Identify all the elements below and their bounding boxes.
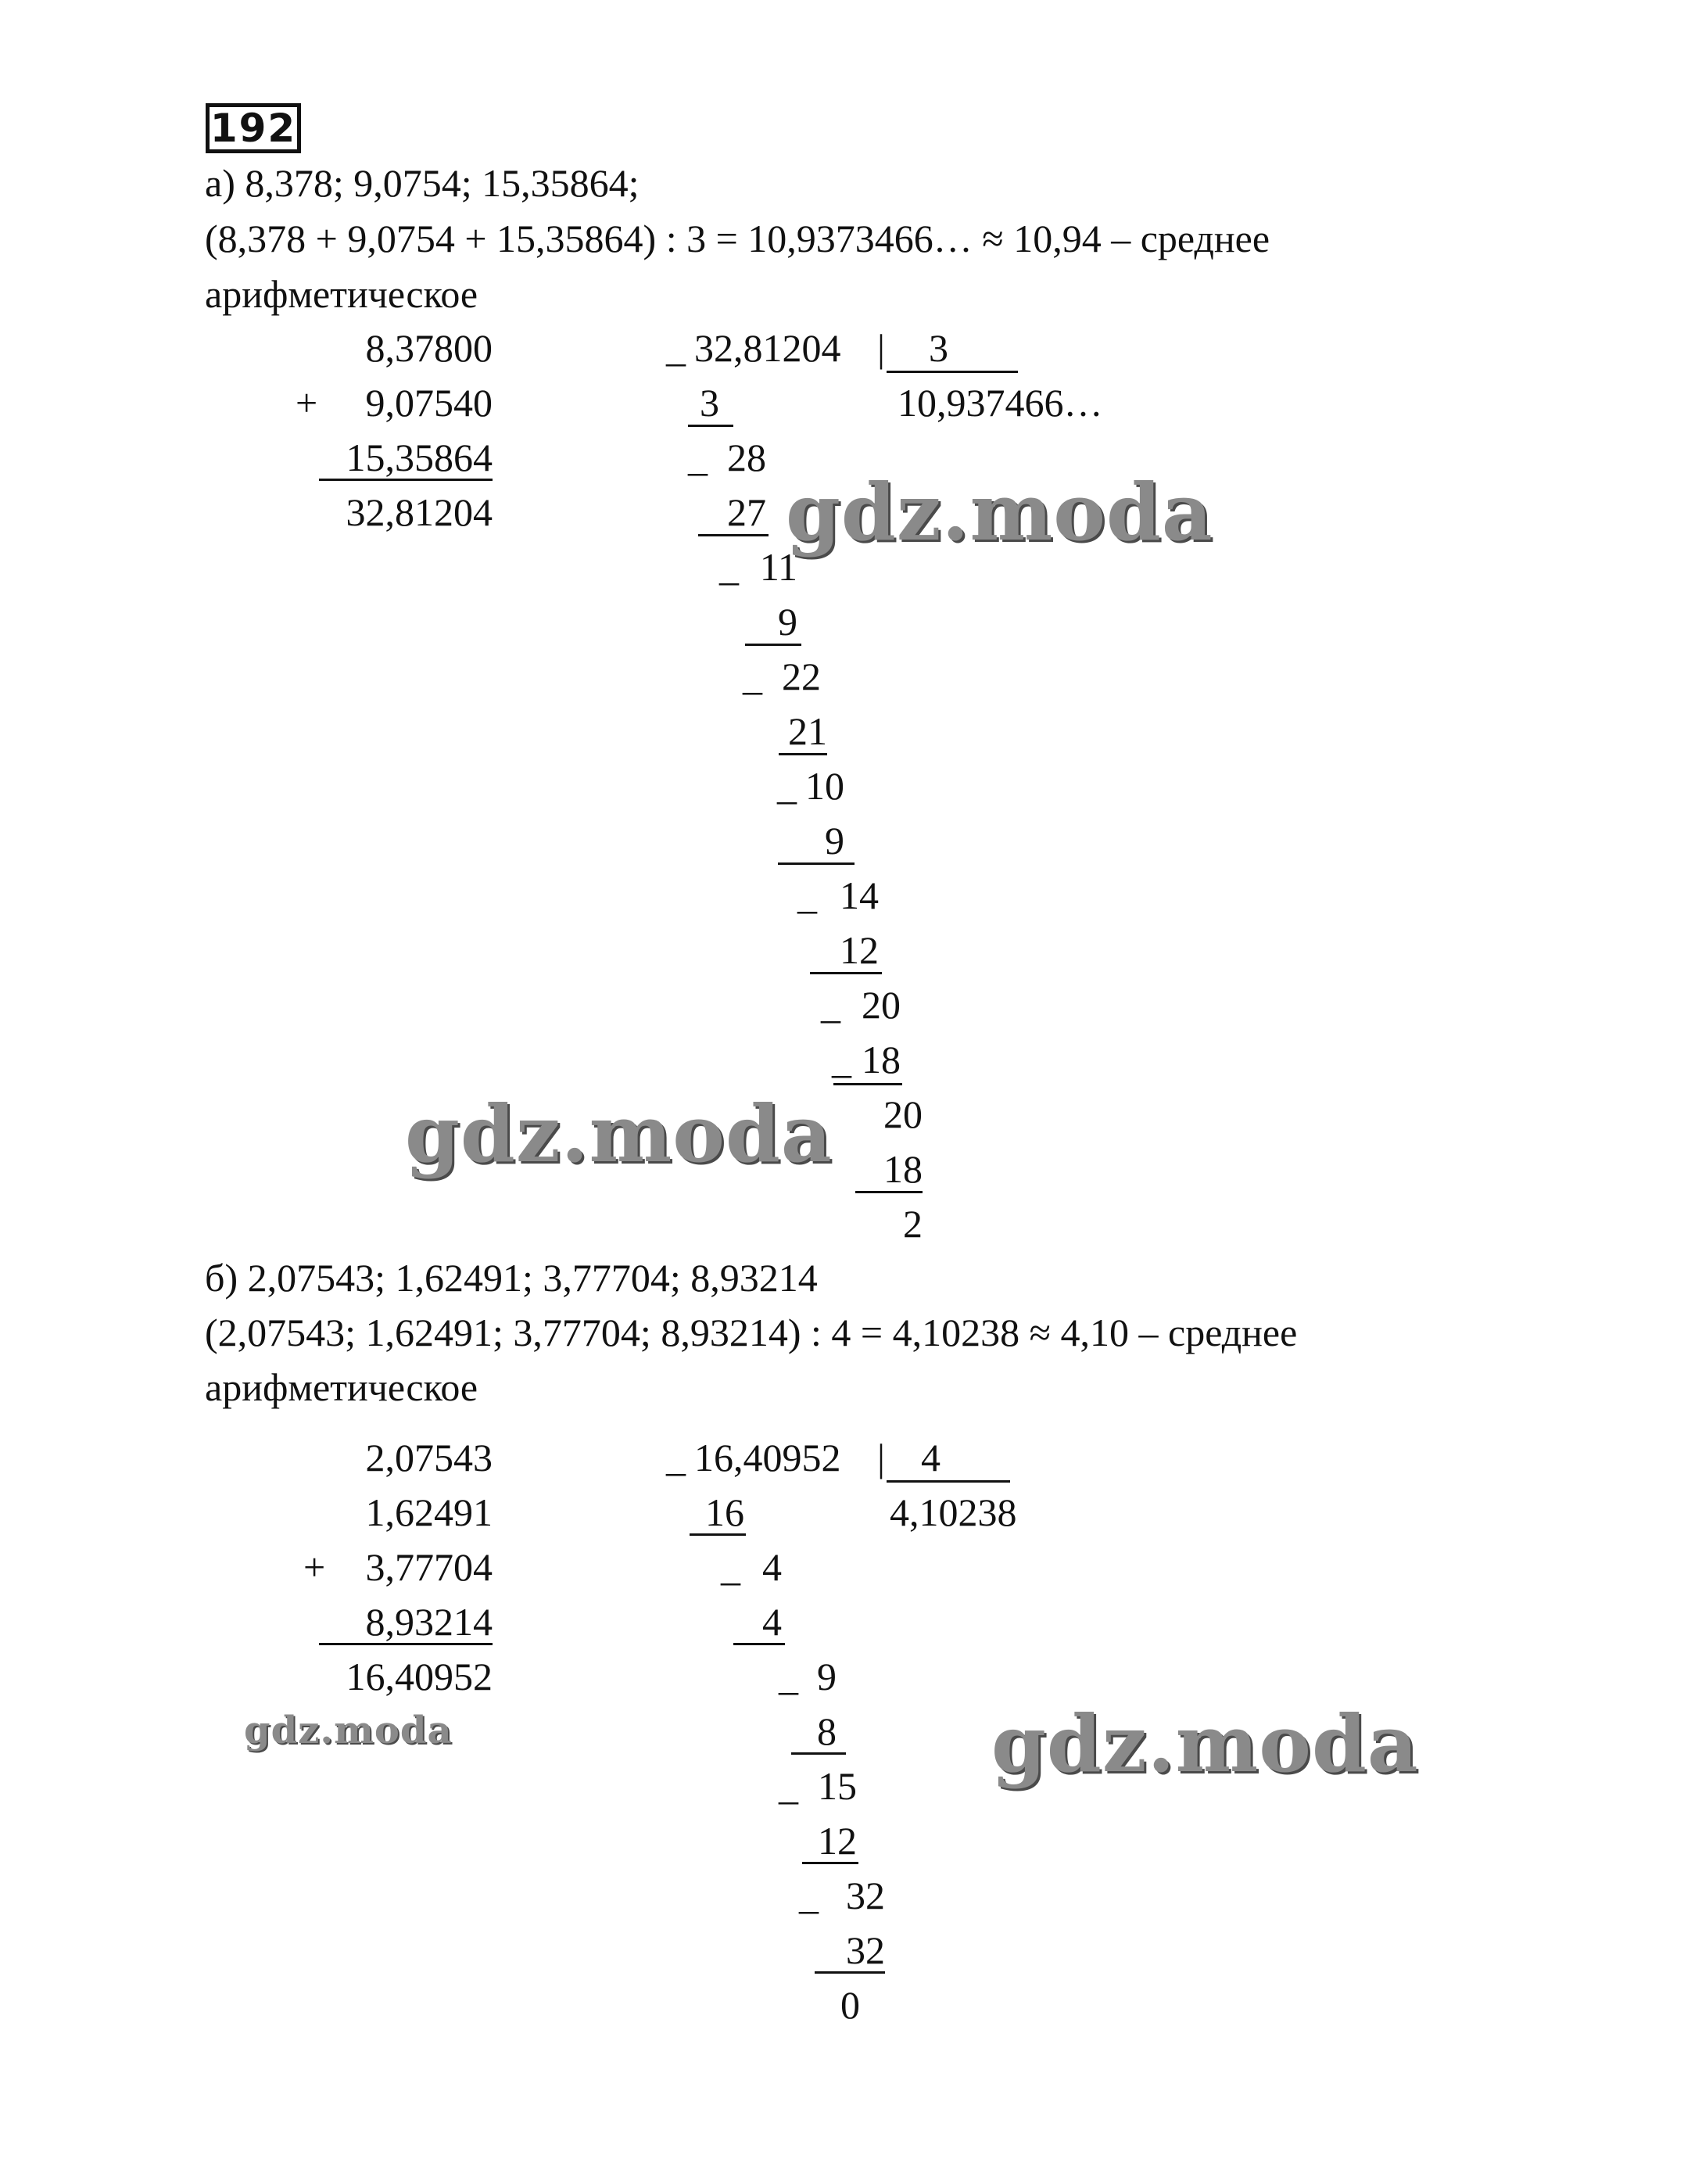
part-a-step-5: 9 (778, 600, 797, 644)
part-b-quotient: 4,10238 (890, 1490, 1017, 1534)
part-b-division-bar: | (877, 1436, 886, 1479)
part-b-formula: (2,07543; 1,62491; 3,77704; 8,93214) : 4 = 4,10238 ≈ 4,10 – среднее (205, 1311, 1298, 1354)
part-b-step-1: 16 (705, 1490, 744, 1534)
part-b-step-minus-8: _ (799, 1874, 819, 1917)
part-b-step-line-3 (791, 1752, 846, 1755)
part-b-term-3: 3,77704 (365, 1545, 493, 1589)
part-a-step-16: 2 (903, 1202, 923, 1246)
part-a-minus: _ (666, 326, 686, 370)
part-a-term-1: 8,37800 (365, 326, 493, 370)
problem-number: 192 (206, 103, 301, 153)
part-b-step-line-4 (802, 1862, 858, 1864)
part-a-step-3: 27 (727, 490, 766, 534)
part-b-step-6: 15 (818, 1764, 857, 1808)
part-a-step-11: 12 (840, 928, 879, 972)
watermark-1: gdz.moda (786, 466, 1213, 558)
part-a-step-7: 21 (788, 709, 827, 753)
part-a-divisor: 3 (929, 326, 948, 370)
part-a-step-minus-8: _ (777, 764, 797, 808)
part-a-step-minus-2: _ (688, 436, 708, 479)
part-a-step-line-3 (745, 644, 801, 646)
part-a-step-minus-4: _ (719, 545, 739, 589)
part-a-step-line-5 (778, 862, 855, 865)
part-a-step-line-7 (833, 1083, 902, 1085)
part-b-step-2: 4 (762, 1545, 782, 1589)
part-a-step-minus-6: _ (743, 654, 762, 698)
part-a-step-line-6 (810, 972, 882, 974)
part-a-step-minus-12: _ (821, 983, 840, 1027)
part-a-step-minus-10: _ (797, 873, 817, 917)
part-a-formula-tail: арифметическое (205, 272, 478, 316)
part-a-plus-sign: + (296, 381, 318, 425)
part-a-step-6: 22 (782, 654, 821, 698)
part-b-formula-tail: арифметическое (205, 1365, 478, 1409)
part-b-divisor: 4 (921, 1436, 941, 1479)
part-a-step-1: 3 (700, 381, 719, 425)
part-a-numbers: а) 8,378; 9,0754; 15,35864; (205, 161, 640, 205)
part-a-step-15: 18 (883, 1147, 923, 1191)
part-b-step-7: 12 (818, 1819, 857, 1863)
part-a-dividend: 32,81204 (694, 326, 841, 370)
part-a-step-8: 10 (805, 764, 844, 808)
part-a-step-2: 28 (727, 436, 766, 479)
part-b-step-4: 9 (817, 1655, 837, 1698)
part-b-sum-line (319, 1643, 493, 1645)
part-a-step-14: 20 (883, 1092, 923, 1136)
part-b-divisor-line (887, 1480, 1010, 1483)
part-a-step-10: 14 (840, 873, 879, 917)
part-a-step-line-2 (698, 534, 769, 536)
part-b-term-4: 8,93214 (365, 1600, 493, 1644)
part-b-step-line-5 (815, 1971, 885, 1974)
part-b-step-minus-6: _ (779, 1764, 798, 1808)
part-b-term-2: 1,62491 (365, 1490, 493, 1534)
part-a-quotient: 10,937466… (898, 381, 1103, 425)
part-a-division-bar: | (877, 326, 886, 370)
part-a-formula: (8,378 + 9,0754 + 15,35864) : 3 = 10,9373466… ≈ 10,94 – среднее (205, 217, 1270, 260)
part-a-step-minus-13: _ (832, 1038, 851, 1081)
watermark-3: gdz.moda (244, 1709, 453, 1752)
part-a-sum-line (319, 479, 493, 481)
part-b-step-10: 0 (840, 1983, 860, 2027)
watermark-4: gdz.moda (991, 1698, 1419, 1790)
part-b-term-1: 2,07543 (365, 1436, 493, 1479)
part-b-numbers: б) 2,07543; 1,62491; 3,77704; 8,93214 (205, 1256, 818, 1300)
part-b-minus: _ (666, 1436, 686, 1479)
part-b-step-minus-4: _ (779, 1655, 798, 1698)
watermark-2: gdz.moda (405, 1088, 833, 1180)
part-b-sum: 16,40952 (346, 1655, 493, 1698)
part-b-step-line-2 (733, 1643, 785, 1645)
part-b-step-9: 32 (846, 1928, 885, 1972)
part-b-step-5: 8 (817, 1709, 837, 1753)
part-b-step-line-1 (690, 1533, 746, 1536)
part-a-step-13: 18 (862, 1038, 901, 1081)
part-b-step-8: 32 (846, 1874, 885, 1917)
part-a-term-2: 9,07540 (365, 381, 493, 425)
part-b-step-3: 4 (762, 1600, 782, 1644)
part-a-step-12: 20 (862, 983, 901, 1027)
part-a-sum: 32,81204 (346, 490, 493, 534)
part-a-step-line-4 (779, 753, 827, 755)
part-a-step-4: 11 (759, 545, 797, 589)
part-a-divisor-line (887, 371, 1018, 373)
part-b-step-minus-2: _ (721, 1545, 740, 1589)
part-b-plus-sign: + (303, 1545, 326, 1589)
part-a-step-9: 9 (825, 819, 844, 862)
part-a-step-line-1 (688, 425, 733, 427)
part-a-term-3: 15,35864 (346, 436, 493, 479)
part-a-step-line-8 (855, 1191, 923, 1193)
part-b-dividend: 16,40952 (694, 1436, 841, 1479)
